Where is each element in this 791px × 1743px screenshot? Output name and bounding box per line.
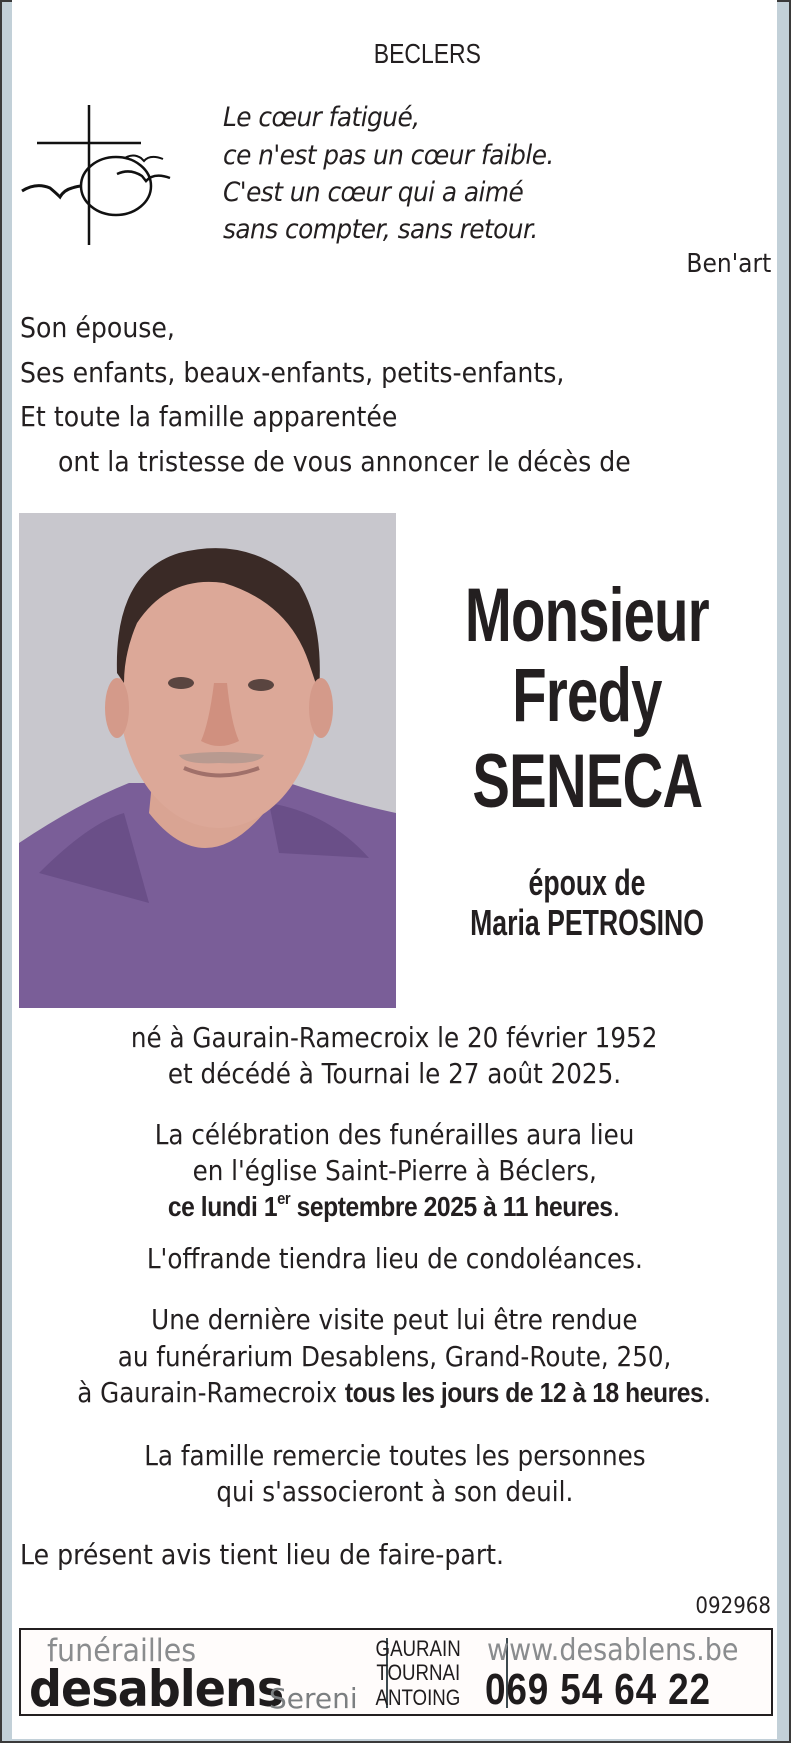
verse-line: ce n'est pas un cœur faible.	[223, 140, 554, 171]
reference-number: 092968	[695, 1594, 771, 1619]
banner-phone-number[interactable]: 069 54 64 22	[485, 1665, 711, 1714]
notice-statement: Le présent avis tient lieu de faire-part.	[20, 1538, 505, 1571]
thanks-line: qui s'associeront à son deuil.	[216, 1475, 573, 1508]
banner-funerailles: funérailles	[47, 1633, 197, 1669]
banner-brand-logo: desablens	[29, 1660, 284, 1718]
thanks-line: La famille remercie toutes les personnes	[143, 1439, 646, 1472]
family-line: Son épouse,	[20, 311, 175, 344]
verse-line: Le cœur fatigué,	[223, 102, 420, 133]
family-line: Et toute la famille apparentée	[20, 400, 398, 433]
funeral-home-banner	[19, 1628, 773, 1716]
obituary-notice	[12, 0, 777, 1739]
spouse-label: époux de	[528, 862, 646, 903]
spouse-name: Maria PETROSINO	[470, 902, 704, 943]
birth-info: né à Gaurain-Ramecroix le 20 février 1952	[131, 1021, 658, 1054]
visit-address: au funérarium Desablens, Grand-Route, 250,	[117, 1340, 672, 1373]
verse-line: C'est un cœur qui a aimé	[223, 177, 524, 208]
family-line: Ses enfants, beaux-enfants, petits-enfants,	[20, 356, 565, 389]
banner-sub-brand: Sereni	[269, 1682, 358, 1715]
cross-sun-birds-icon	[20, 98, 180, 248]
death-info: et décédé à Tournai le 27 août 2025.	[167, 1057, 622, 1090]
banner-city: TOURNAI	[376, 1660, 460, 1685]
visit-line: Une dernière visite peut lui être rendue	[151, 1303, 638, 1336]
town-heading: BECLERS	[373, 38, 482, 69]
ceremony-place: en l'église Saint-Pierre à Béclers,	[192, 1154, 597, 1187]
verse-signature: Ben'art	[686, 249, 771, 279]
deceased-title: Monsieur	[464, 573, 710, 658]
banner-city: ANTOING	[375, 1685, 461, 1710]
deceased-last-name: SENECA	[472, 739, 702, 824]
offering-info: L'offrande tiendra lieu de condoléances.	[146, 1242, 643, 1275]
banner-city: GAURAIN	[375, 1636, 461, 1661]
ceremony-line: La célébration des funérailles aura lieu	[154, 1118, 635, 1151]
visit-hours: à Gaurain-Ramecroix tous les jours de 12 à 18 heures.	[77, 1376, 712, 1409]
ceremony-date: ce lundi 1er septembre 2025 à 11 heures.	[168, 1188, 621, 1223]
portrait-photo	[19, 513, 396, 1008]
verse-line: sans compter, sans retour.	[223, 214, 538, 245]
family-announcement: ont la tristesse de vous annoncer le décès de	[58, 445, 631, 478]
banner-website-link[interactable]: www.desablens.be	[487, 1633, 739, 1668]
deceased-first-name: Fredy	[512, 653, 662, 738]
